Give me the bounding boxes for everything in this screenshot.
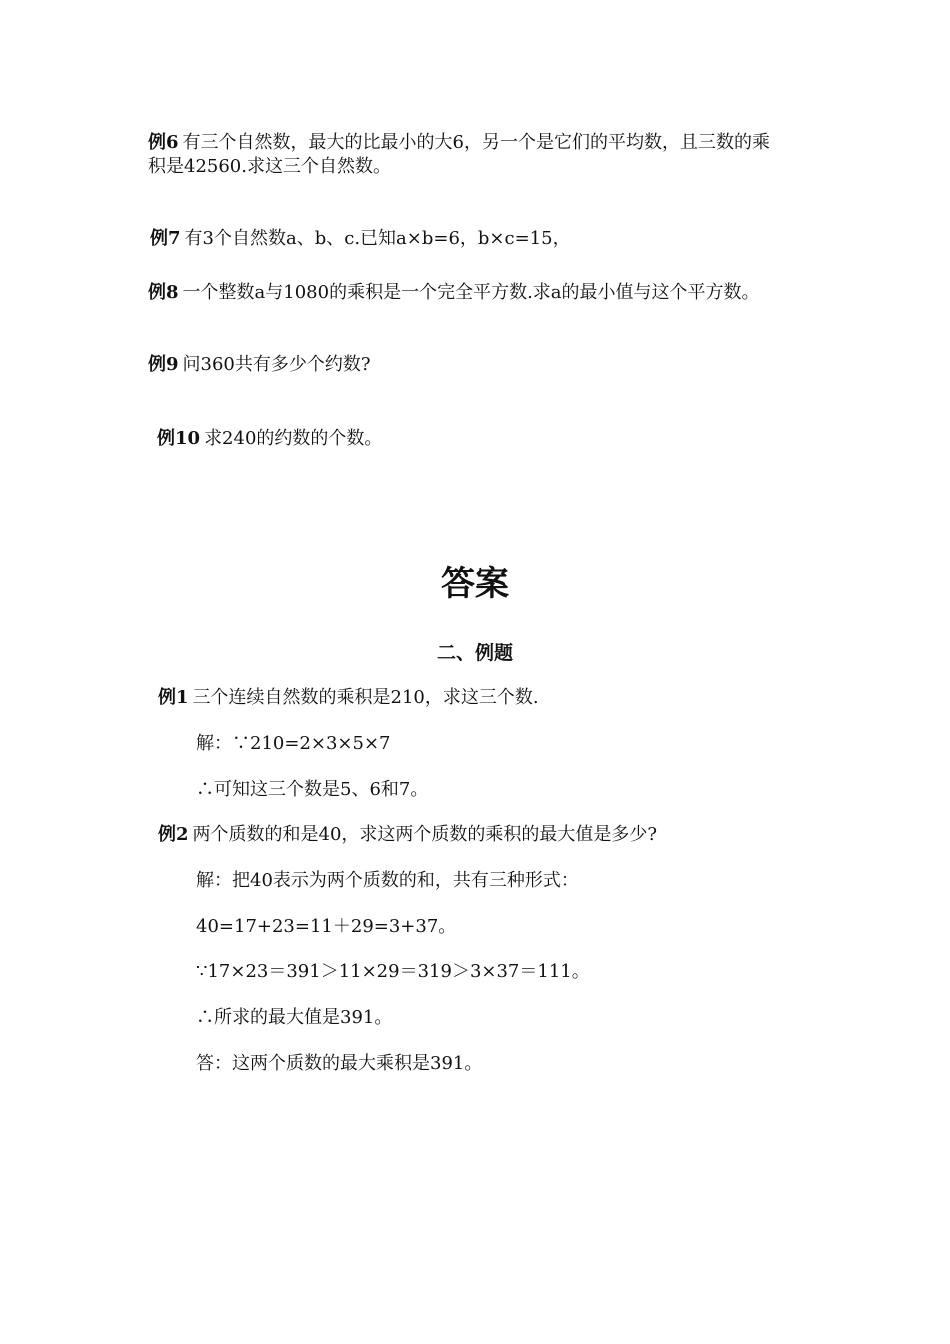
example-6-text-1: 有三个自然数，最大的比最小的大6，另一个是它们的平均数，且三数的乘 <box>182 132 770 153</box>
answer-2-label: 例2 <box>158 824 189 845</box>
answer-1-question-text: 三个连续自然数的乘积是210，求这三个数. <box>192 687 539 708</box>
answer-2-step-3: ∵17×23＝391＞11×29＝319＞3×37＝111。 <box>196 961 590 982</box>
answers-subtitle: 二、例题 <box>436 642 513 664</box>
example-7-label: 例7 <box>150 228 181 249</box>
answer-2-step-4: ∴所求的最大值是391。 <box>196 1007 393 1028</box>
example-9-label: 例9 <box>148 354 179 375</box>
answer-2-step-5: 答：这两个质数的最大乘积是391。 <box>196 1053 483 1074</box>
answer-2-step-1: 解：把40表示为两个质数的和，共有三种形式： <box>196 870 579 891</box>
example-8-label: 例8 <box>148 282 179 303</box>
example-6-line-2: 积是42560.求这三个自然数。 <box>148 156 391 177</box>
example-8 <box>148 281 760 305</box>
example-10-text: 求240的约数的个数。 <box>204 428 383 449</box>
answer-1-step-2: ∴可知这三个数是5、6和7。 <box>196 779 429 800</box>
example-10 <box>157 427 382 451</box>
answer-2-question-text: 两个质数的和是40，求这两个质数的乘积的最大值是多少? <box>192 824 658 845</box>
answers-title: 答案 <box>441 564 509 604</box>
example-9-text: 问360共有多少个约数? <box>182 354 371 375</box>
answer-1-question <box>158 686 539 710</box>
answer-1-label: 例1 <box>158 687 189 708</box>
answer-2-question <box>158 823 657 847</box>
example-6-label: 例6 <box>148 132 179 153</box>
answer-1-step-1: 解：∵210=2×3×5×7 <box>196 733 391 754</box>
example-7-text: 有3个自然数a、b、c.已知a×b=6，b×c=15， <box>184 228 571 249</box>
answer-2-step-2: 40=17+23=11＋29=3+37。 <box>196 916 457 937</box>
example-9 <box>148 353 371 377</box>
example-7 <box>150 227 571 251</box>
example-8-text: 一个整数a与1080的乘积是一个完全平方数.求a的最小值与这个平方数。 <box>182 282 760 303</box>
example-10-label: 例10 <box>157 428 201 449</box>
example-6-line-1 <box>148 131 770 155</box>
